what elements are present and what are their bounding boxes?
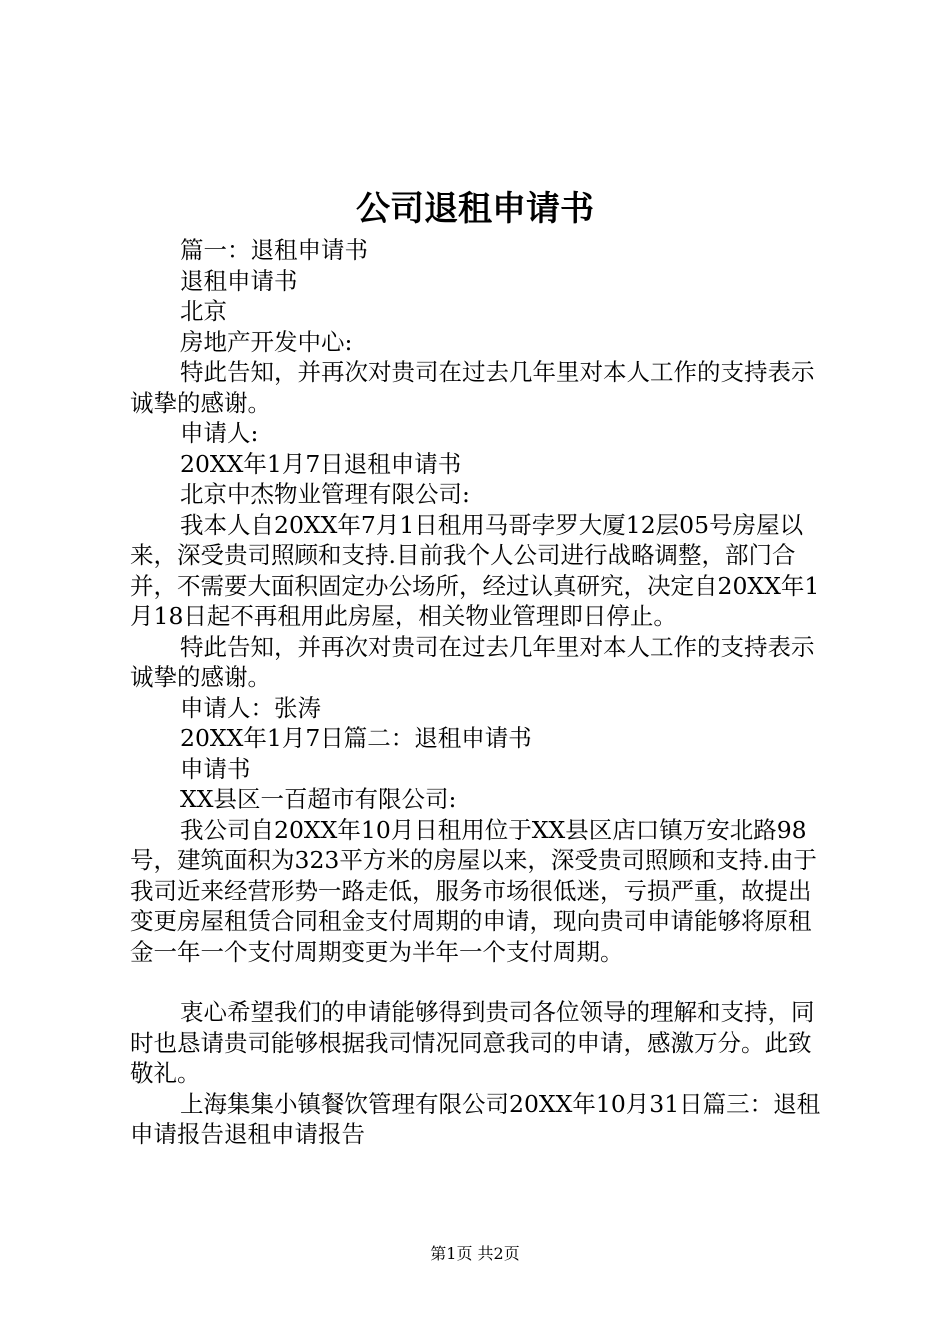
paragraph: 北京 xyxy=(180,297,227,325)
paragraph-gap xyxy=(130,967,830,997)
paragraph: 申请书 xyxy=(180,754,251,783)
paragraph: 申请人：张涛 xyxy=(180,693,321,722)
paragraph: 我本人自20XX年7月1日租用马哥孛罗大厦12层05号房屋以来，深受贵司照顾和支持.目前我个人公司进行战略调整，部门合并，不需要大面积固定办公场所，经过认真研究，决定自20XX年1月18日起不再租用此房屋，相关物业管理即日停止。 xyxy=(130,510,820,630)
document-body xyxy=(130,235,830,1150)
paragraph: 北京中杰物业管理有限公司: xyxy=(180,480,470,508)
paragraph: XX县区一百超市有限公司: xyxy=(180,785,457,813)
paragraph: 退租申请书 xyxy=(180,266,298,295)
paragraph: 特此告知，并再次对贵司在过去几年里对本人工作的支持表示诚挚的感谢。 xyxy=(130,358,815,417)
paragraph: 上海集集小镇餐饮管理有限公司20XX年10月31日篇三：退租申请报告退租申请报告 xyxy=(130,1089,821,1148)
paragraph: 20XX年1月7日退租申请书 xyxy=(180,449,462,478)
page-footer: 第1页 共2页 xyxy=(430,1244,520,1263)
paragraph: 篇一：退租申请书 xyxy=(180,236,368,264)
paragraph: 房地产开发中心: xyxy=(180,327,353,356)
paragraph: 20XX年1月7日篇二：退租申请书 xyxy=(180,724,532,752)
paragraph: 我公司自20XX年10月日租用位于XX县区店口镇万安北路98号，建筑面积为323平方米的房屋以来，深受贵司照顾和支持.由于我司近来经营形势一路走低，服务市场很低迷，亏损严重，故提出变更房屋租赁合同租金支付周期的申请，现向贵司申请能够将原租金一年一个支付周期变更为半年一个支付周期。 xyxy=(130,815,817,966)
document-title: 公司退租申请书 xyxy=(356,189,594,229)
paragraph: 衷心希望我们的申请能够得到贵司各位领导的理解和支持，同时也恳请贵司能够根据我司情况同意我司的申请，感激万分。此致敬礼。 xyxy=(130,998,815,1087)
paragraph: 特此告知，并再次对贵司在过去几年里对本人工作的支持表示诚挚的感谢。 xyxy=(130,632,815,691)
paragraph: 申请人: xyxy=(180,419,259,447)
